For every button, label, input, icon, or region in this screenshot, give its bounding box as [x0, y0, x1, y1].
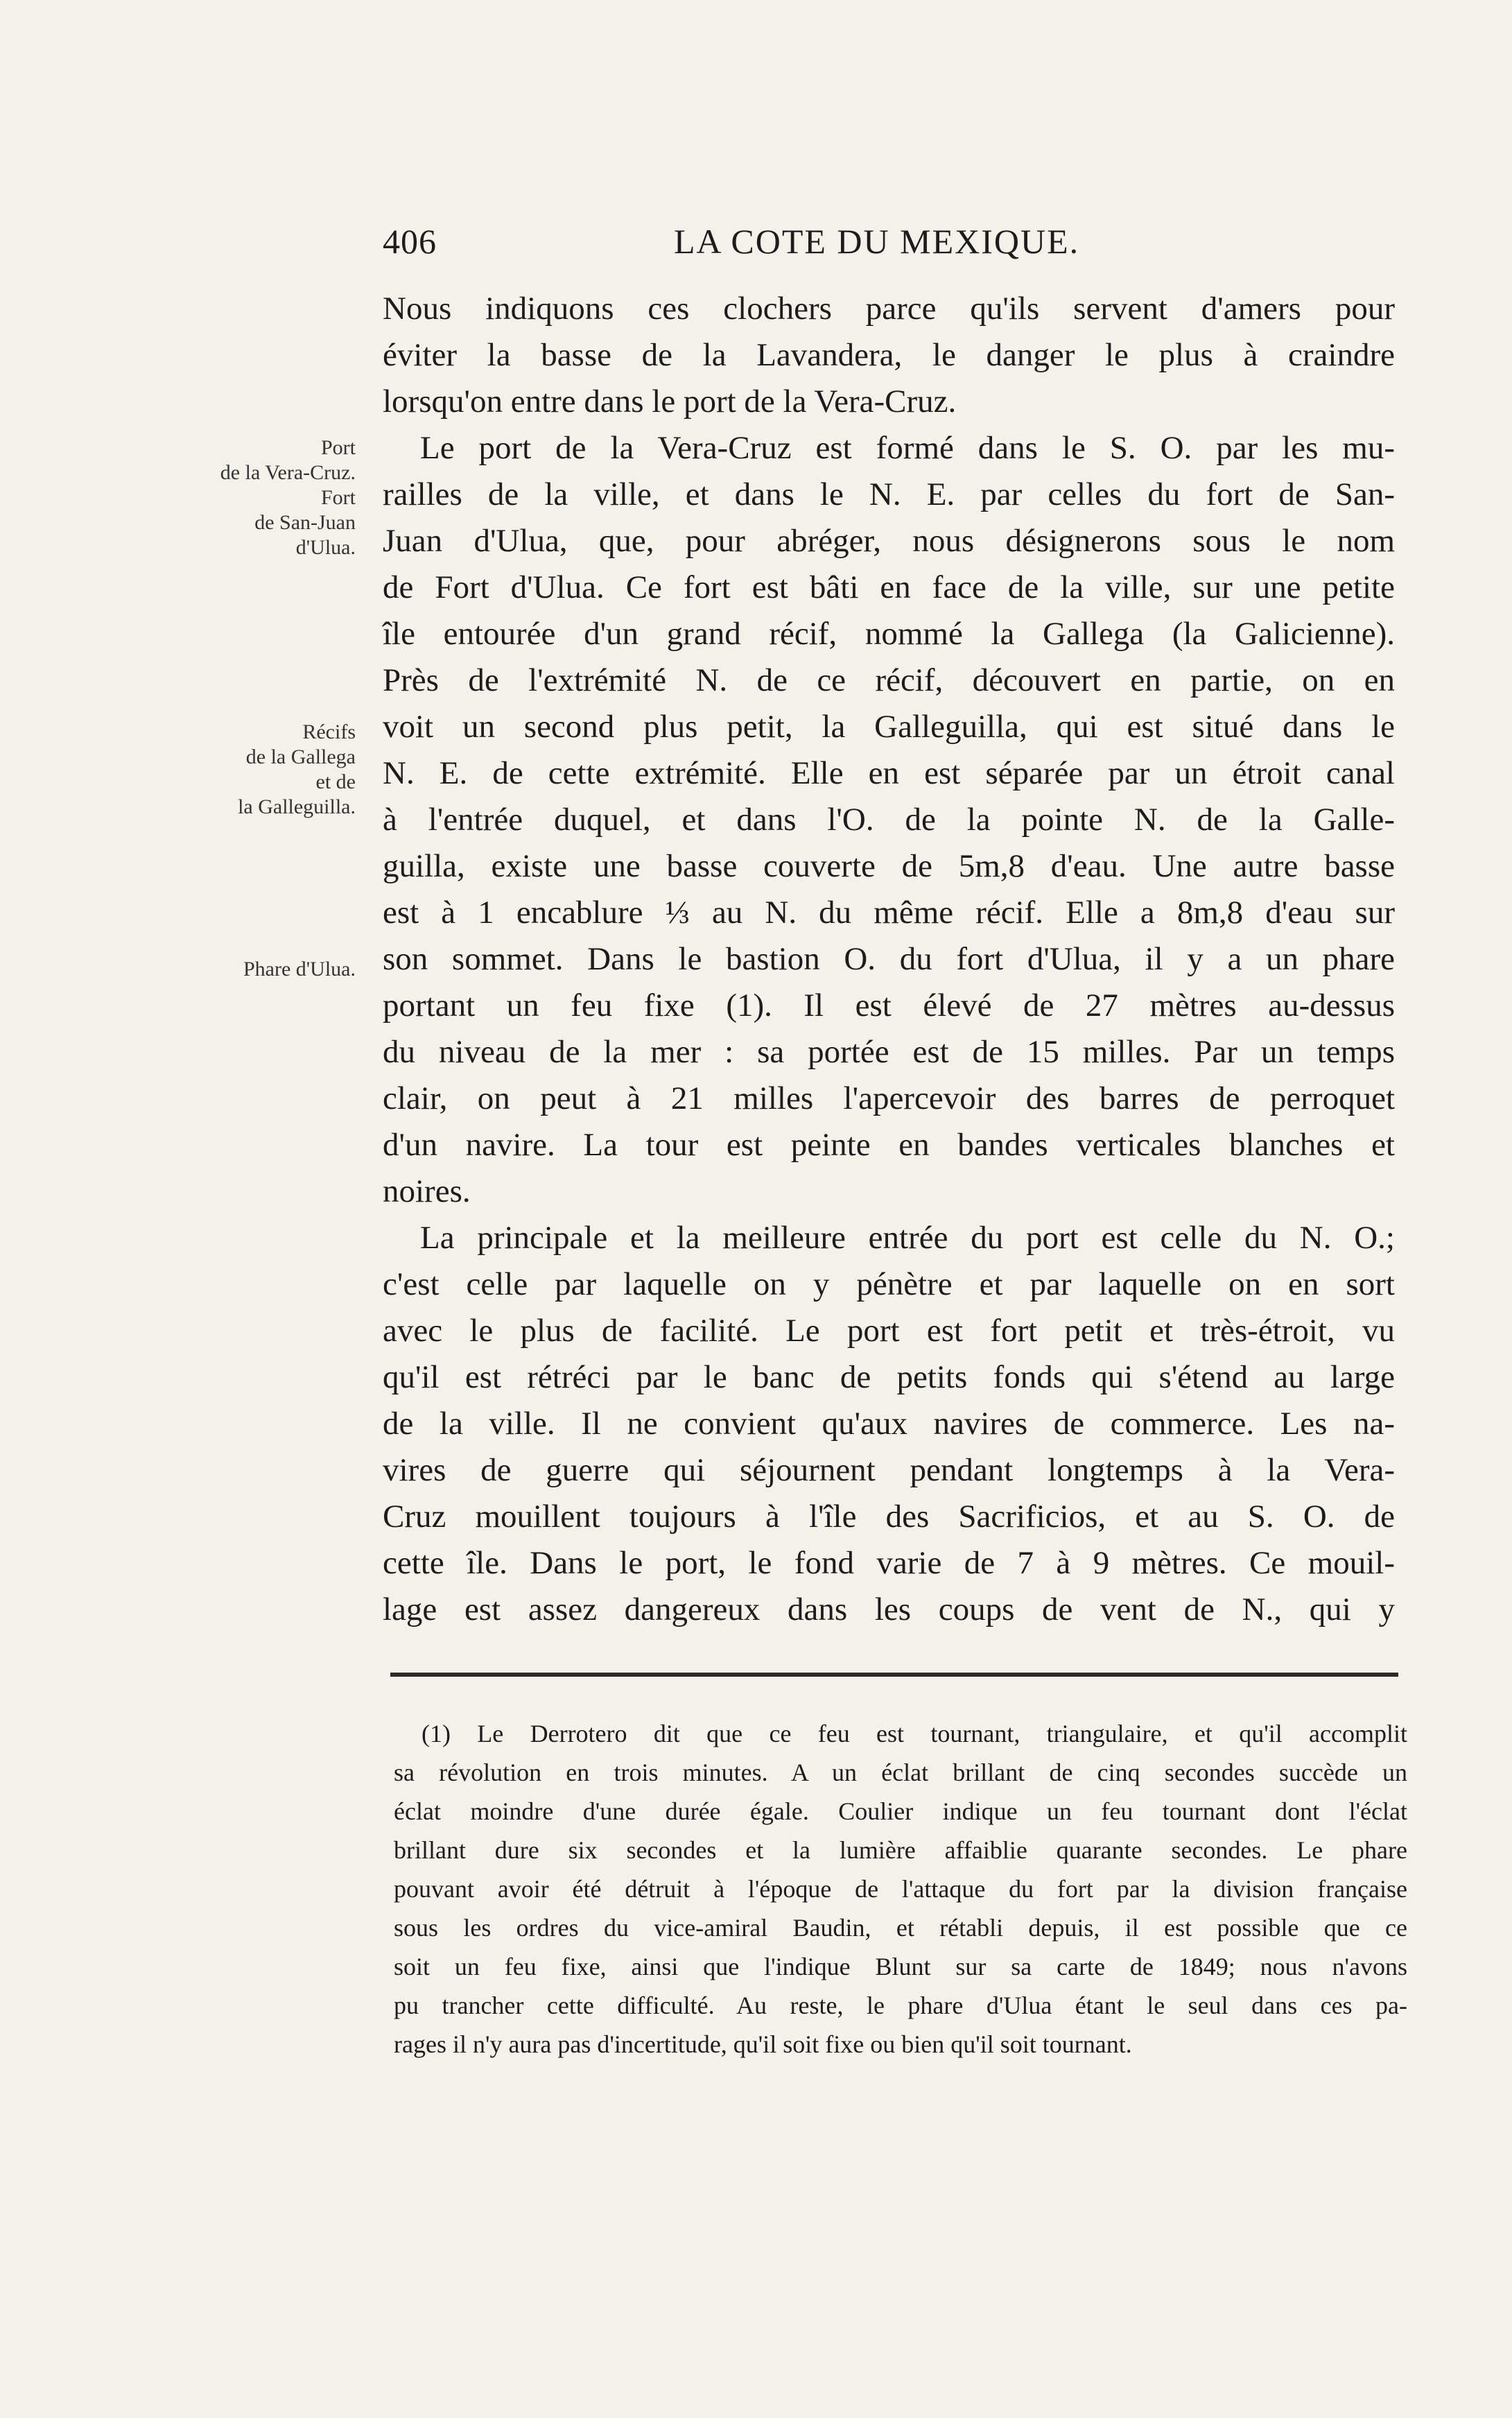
running-title: LA COTE DU MEXIQUE. — [674, 222, 1080, 261]
page-header — [383, 221, 1395, 262]
footnote-line: éclat moindre d'une durée égale. Coulier indique un feu tournant dont l'éclat — [394, 1797, 1407, 1825]
body-line: est à 1 encablure ⅓ au N. du même récif. Elle a 8m,8 d'eau sur — [383, 895, 1395, 931]
body-line: Cruz mouillent toujours à l'île des Sacrificios, et au S. O. de — [383, 1499, 1395, 1535]
body-line: railles de la ville, et dans le N. E. par celles du fort de San- — [383, 476, 1395, 512]
body-line: vires de guerre qui séjournent pendant longtemps à la Vera- — [383, 1452, 1395, 1488]
footnote — [394, 1714, 1407, 2064]
margin-note-line: de la Vera-Cruz. — [220, 461, 356, 484]
footnote-line: rages il n'y aura pas d'incertitude, qu'il soit fixe ou bien qu'il soit tournant. — [394, 2030, 1132, 2058]
margin-note-line: de la Gallega — [245, 745, 356, 768]
footnote-line: sa révolution en trois minutes. A un éclat brillant de cinq secondes succède un — [394, 1759, 1407, 1786]
body-line: lage est assez dangereux dans les coups de vent de N., qui y — [383, 1591, 1395, 1627]
body-line: voit un second plus petit, la Galleguilla, qui est situé dans le — [383, 709, 1395, 745]
footnote-line: pu trancher cette difficulté. Au reste, le phare d'Ulua étant le seul dans ces pa- — [394, 1992, 1407, 2019]
body-line: du niveau de la mer : sa portée est de 15 milles. Par un temps — [383, 1034, 1395, 1070]
margin-note-line: de San-Juan — [254, 511, 356, 534]
margin-note-line: Phare d'Ulua. — [243, 958, 356, 981]
body-line: guilla, existe une basse couverte de 5m,8 d'eau. Une autre basse — [383, 848, 1395, 884]
body-line: île entourée d'un grand récif, nommé la Gallega (la Galicienne). — [383, 616, 1395, 652]
margin-note-line: d'Ulua. — [295, 536, 356, 559]
body-line: c'est celle par laquelle on y pénètre et par laquelle on en sort — [383, 1266, 1395, 1302]
body-line: N. E. de cette extrémité. Elle en est séparée par un étroit canal — [383, 755, 1395, 791]
footnote-line: (1) Le Derrotero dit que ce feu est tournant, triangulaire, et qu'il accomplit — [422, 1720, 1407, 1747]
body-line: Près de l'extrémité N. de ce récif, découvert en partie, on en — [383, 662, 1395, 698]
body-line: de Fort d'Ulua. Ce fort est bâti en face de la ville, sur une petite — [383, 569, 1395, 605]
margin-note-phare — [127, 957, 356, 982]
body-line: qu'il est rétréci par le banc de petits fonds qui s'étend au large — [383, 1359, 1395, 1395]
margin-note-recifs — [127, 720, 356, 820]
footnote-rule — [390, 1673, 1398, 1677]
body-line: clair, on peut à 21 milles l'apercevoir des barres de perroquet — [383, 1080, 1395, 1116]
margin-note-line: Port — [320, 436, 356, 459]
margin-note-line: Récifs — [302, 720, 356, 743]
page-number: 406 — [383, 222, 437, 261]
body-line: Le port de la Vera-Cruz est formé dans le S. O. par les mu- — [420, 430, 1395, 466]
body-line: d'un navire. La tour est peinte en bandes verticales blanches et — [383, 1127, 1395, 1163]
body-line: Nous indiquons ces clochers parce qu'ils servent d'amers pour — [383, 291, 1395, 327]
margin-note-port — [127, 435, 356, 560]
footnote-line: soit un feu fixe, ainsi que l'indique Blunt sur sa carte de 1849; nous n'avons — [394, 1953, 1407, 1980]
body-line: son sommet. Dans le bastion O. du fort d'Ulua, il y a un phare — [383, 941, 1395, 977]
body-line: portant un feu fixe (1). Il est élevé de 27 mètres au-dessus — [383, 987, 1395, 1024]
margin-note-line: et de — [315, 770, 356, 793]
margin-note-line: Fort — [320, 486, 356, 509]
footnote-line: brillant dure six secondes et la lumière affaiblie quarante secondes. Le phare — [394, 1836, 1407, 1864]
body-line: lorsqu'on entre dans le port de la Vera-Cruz. — [383, 383, 957, 420]
body-line: avec le plus de facilité. Le port est fort petit et très-étroit, vu — [383, 1313, 1395, 1349]
body-line: de la ville. Il ne convient qu'aux navires de commerce. Les na- — [383, 1406, 1395, 1442]
footnote-line: sous les ordres du vice-amiral Baudin, et rétabli depuis, il est possible que ce — [394, 1914, 1407, 1942]
body-line: noires. — [383, 1173, 471, 1209]
body-line: Juan d'Ulua, que, pour abréger, nous désignerons sous le nom — [383, 523, 1395, 559]
main-text — [383, 286, 1395, 1633]
body-line: éviter la basse de la Lavandera, le danger le plus à craindre — [383, 337, 1395, 373]
footnote-line: pouvant avoir été détruit à l'époque de l'attaque du fort par la division française — [394, 1875, 1407, 1903]
body-line: La principale et la meilleure entrée du port est celle du N. O.; — [420, 1220, 1395, 1256]
margin-note-line: la Galleguilla. — [238, 795, 356, 818]
body-line: à l'entrée duquel, et dans l'O. de la pointe N. de la Galle- — [383, 802, 1395, 838]
body-line: cette île. Dans le port, le fond varie de 7 à 9 mètres. Ce mouil- — [383, 1545, 1395, 1581]
